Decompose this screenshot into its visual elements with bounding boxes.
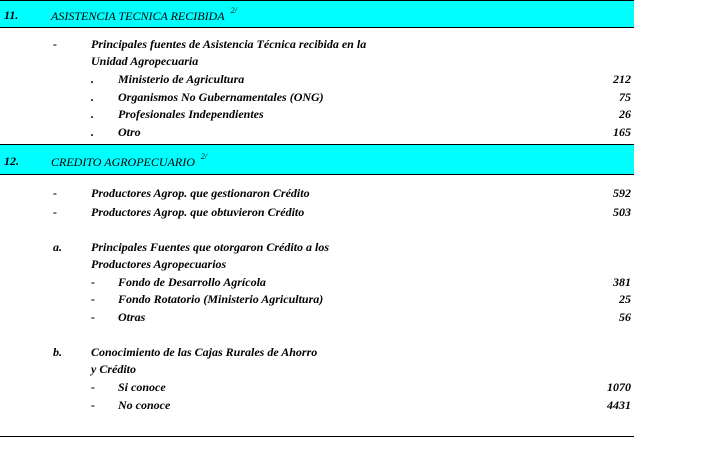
table-row (0, 396, 634, 414)
subsection-heading-cont: y Crédito (91, 362, 136, 376)
list-item (0, 35, 634, 53)
row-label: Productores Agrop. que gestionaron Crédito (91, 186, 310, 200)
table-row (0, 70, 634, 88)
item-heading-cont: Unidad Agropecuaria (91, 54, 199, 68)
item-marker: - (53, 37, 57, 51)
section-12-header (0, 144, 634, 175)
table-row (0, 290, 634, 308)
section-title: ASISTENCIA TECNICA RECIBIDA $^{2/}$ (51, 6, 237, 23)
section-11-header (0, 0, 634, 28)
row-value: 26 (619, 107, 631, 121)
footnote-ref: 2/ (230, 6, 237, 15)
list-item (0, 343, 634, 361)
row-value: 212 (613, 72, 631, 86)
row-value: 75 (619, 90, 631, 104)
subsection-heading: Principales Fuentes que otorgaron Crédito a los (91, 240, 330, 254)
section-title: CREDITO AGROPECUARIO $^{2/}$ (51, 152, 208, 169)
row-value: 503 (613, 205, 631, 219)
row-value: 592 (613, 186, 631, 200)
section-number: 11. (4, 8, 19, 22)
table-row (0, 273, 634, 291)
row-label: Otro (118, 125, 141, 139)
footnote-ref: 2/ (200, 152, 208, 161)
row-label: Fondo de Desarrollo Agrícola (118, 275, 266, 289)
list-item (0, 52, 634, 70)
row-label: Profesionales Independientes (118, 107, 264, 121)
row-marker: . (91, 125, 94, 139)
table-row (0, 123, 634, 141)
row-marker: - (91, 310, 95, 324)
row-marker: - (91, 292, 95, 306)
table-row (0, 184, 634, 202)
row-marker: - (91, 380, 95, 394)
row-label: No conoce (118, 398, 171, 412)
row-marker: . (91, 72, 94, 86)
row-value: 56 (619, 310, 631, 324)
table-row (0, 378, 634, 396)
row-label: Organismos No Gubernamentales (ONG) (118, 90, 324, 104)
subsection-heading: Conocimiento de las Cajas Rurales de Ahorro (91, 345, 318, 359)
bottom-divider (0, 436, 634, 437)
row-value: 4431 (607, 398, 631, 412)
row-marker: - (53, 186, 57, 200)
row-marker: . (91, 90, 94, 104)
row-label: Fondo Rotatorio (Ministerio Agricultura) (118, 292, 324, 306)
subsection-marker: a. (53, 240, 62, 254)
table-row (0, 203, 634, 221)
list-item (0, 238, 634, 256)
row-value: 381 (613, 275, 631, 289)
row-marker: - (91, 275, 95, 289)
row-label: Ministerio de Agricultura (118, 72, 245, 86)
subsection-heading-cont: Productores Agropecuarios (91, 257, 227, 271)
row-value: 165 (613, 125, 631, 139)
section-number: 12. (4, 154, 19, 168)
table-row (0, 308, 634, 326)
row-value: 1070 (607, 380, 631, 394)
table-row (0, 105, 634, 123)
row-label: Productores Agrop. que obtuvieron Crédito (91, 205, 305, 219)
row-label: Otras (118, 310, 146, 324)
row-marker: - (53, 205, 57, 219)
row-label: Si conoce (118, 380, 166, 394)
row-marker: . (91, 107, 94, 121)
row-value: 25 (619, 292, 631, 306)
list-item (0, 255, 634, 273)
item-heading: Principales fuentes de Asistencia Técnica recibida en la (91, 37, 367, 51)
table-row (0, 88, 634, 106)
subsection-marker: b. (53, 345, 62, 359)
row-marker: - (91, 398, 95, 412)
list-item (0, 360, 634, 378)
